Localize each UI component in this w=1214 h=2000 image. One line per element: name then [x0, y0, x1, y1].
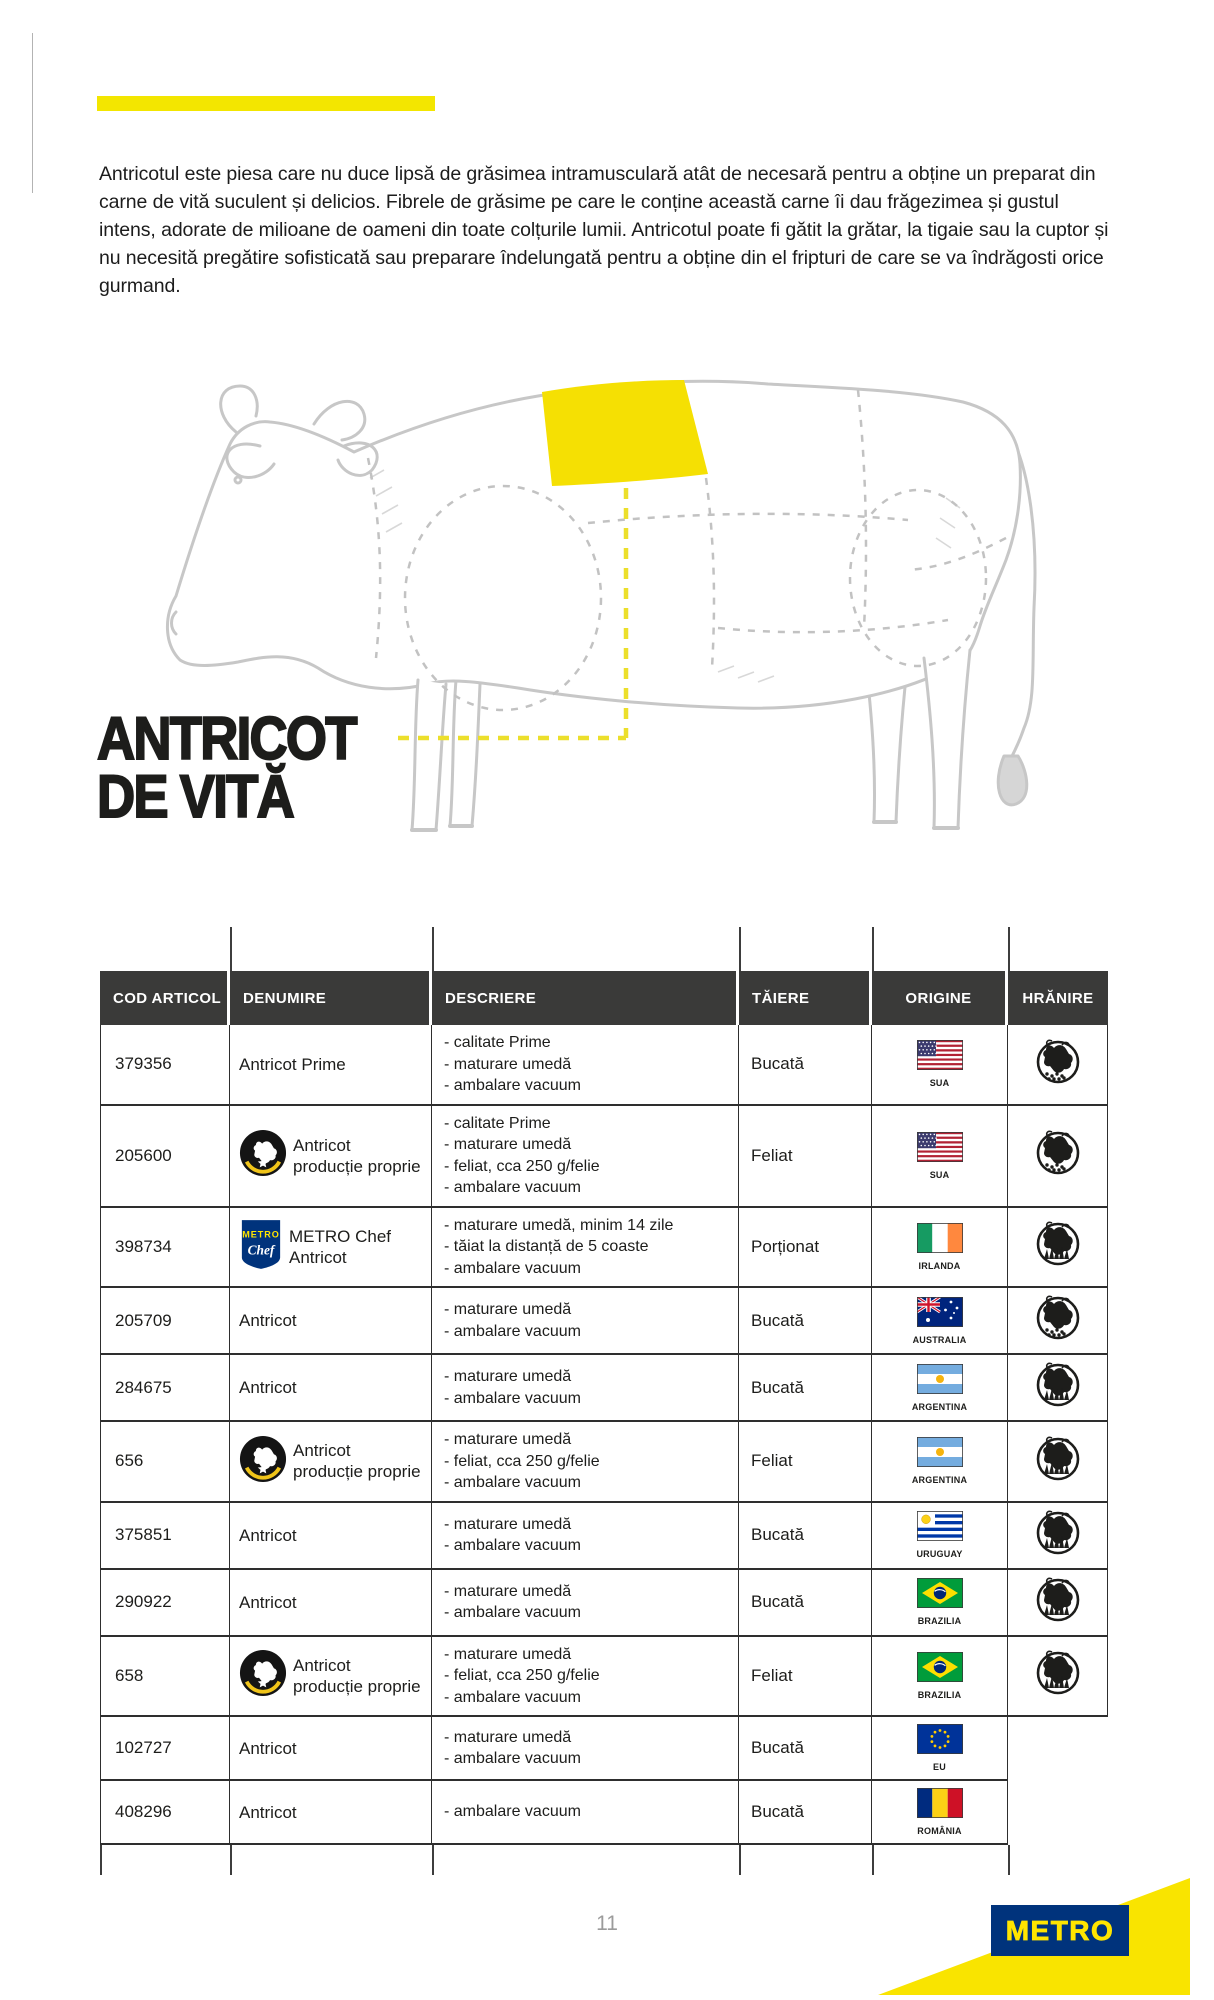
page-number: 11: [596, 1912, 618, 1935]
description-line: - tăiat la distanță de 5 coaste: [444, 1238, 649, 1255]
origin-label: EU: [933, 1762, 946, 1772]
column-stub-line: [100, 1845, 102, 1875]
cut-type-cell: Porționat: [739, 1208, 872, 1289]
cow-grass-fed-icon: [1035, 1650, 1081, 1701]
column-header-hrnire: HRĂNIRE: [1008, 971, 1108, 1025]
product-name-cell: [230, 1781, 432, 1845]
product-name-cell: [230, 1355, 432, 1422]
metro-chef-badge-icon: [239, 1217, 283, 1276]
description-cell: [432, 1106, 739, 1208]
cut-type-cell: Feliat: [739, 1422, 872, 1503]
table-row: [100, 1106, 1108, 1208]
column-stub-line: [739, 1845, 741, 1875]
own-production-badge-icon: [239, 1129, 287, 1182]
table-row: [100, 1637, 1108, 1718]
cow-grass-fed-icon: [1035, 1577, 1081, 1628]
description-line: - ambalare vacuum: [444, 1179, 581, 1196]
article-code-cell: 205600: [100, 1106, 230, 1208]
product-name-label: Antricot: [239, 1311, 297, 1330]
origin-label: BRAZILIA: [917, 1689, 962, 1700]
cut-type-cell: Bucată: [739, 1288, 872, 1355]
product-name-label: METRO Chef Antricot: [289, 1226, 392, 1267]
product-name-label: Antricot: [239, 1378, 297, 1397]
origin-label: AUSTRALIA: [912, 1334, 967, 1345]
top-accent-bar: [97, 96, 435, 111]
ie-flag-icon: [917, 1223, 963, 1258]
table-header-row: [100, 971, 1108, 1025]
origin-cell: [872, 1717, 1008, 1781]
column-tick-mark: [230, 927, 232, 971]
origin-label: ARGENTINA: [911, 1475, 968, 1486]
cow-grass-fed-icon: [1035, 1510, 1081, 1561]
feeding-cell: [1008, 1717, 1108, 1781]
ar-flag-icon: [917, 1364, 963, 1399]
origin-label: ARGENTINA: [911, 1401, 968, 1412]
description-line: - maturare umedă: [444, 1431, 572, 1448]
table-row: [100, 1288, 1108, 1355]
origin-label: ROMÂNIA: [917, 1826, 962, 1836]
table-row: [100, 1717, 1108, 1781]
description-line: - ambalare vacuum: [444, 1537, 581, 1554]
article-code-cell: 205709: [100, 1288, 230, 1355]
description-line: - ambalare vacuum: [444, 1259, 581, 1277]
description-line: - maturare umedă: [444, 1301, 572, 1318]
description-cell: [432, 1422, 739, 1503]
article-code-cell: 379356: [100, 1025, 230, 1106]
article-code-cell: 658: [100, 1637, 230, 1718]
product-name-label: Antricot producție proprie: [293, 1135, 421, 1176]
description-cell: [432, 1637, 739, 1718]
metro-logo-box: [991, 1905, 1129, 1956]
own-production-badge-icon: [239, 1649, 287, 1702]
own-production-badge-icon: [239, 1435, 287, 1488]
origin-cell: [872, 1781, 1008, 1845]
cow-grass-fed-icon: [1035, 1362, 1081, 1413]
feeding-cell: [1008, 1106, 1108, 1208]
cow-grass-fed-icon: [1035, 1436, 1081, 1487]
description-cell: [432, 1288, 739, 1355]
table-row: [100, 1503, 1108, 1570]
article-code-cell: 375851: [100, 1503, 230, 1570]
table-row: [100, 1422, 1108, 1503]
column-stub-line: [1008, 1845, 1010, 1875]
column-header-tiere: TĂIERE: [739, 971, 872, 1025]
description-line: - maturare umedă, minim 14 zile: [444, 1216, 674, 1234]
column-tick-mark: [739, 927, 741, 971]
feeding-cell: [1008, 1781, 1108, 1845]
table-row: [100, 1570, 1108, 1637]
description-cell: [432, 1570, 739, 1637]
article-code-cell: 284675: [100, 1355, 230, 1422]
origin-label: IRLANDA: [918, 1260, 961, 1271]
description-line: - maturare umedă: [444, 1582, 572, 1600]
product-name-label: Antricot: [239, 1738, 297, 1758]
description-line: - ambalare vacuum: [444, 1688, 581, 1706]
origin-cell: [872, 1637, 1008, 1718]
description-line: - maturare umedă: [444, 1368, 572, 1385]
us-flag-icon: [917, 1040, 963, 1075]
origin-label: SUA: [929, 1078, 950, 1089]
br-flag-icon: [917, 1652, 963, 1687]
svg-text:Chef: Chef: [247, 1242, 275, 1258]
product-name-cell: [230, 1208, 432, 1289]
origin-cell: [872, 1355, 1008, 1422]
table-row: [100, 1025, 1108, 1106]
feeding-cell: [1008, 1637, 1108, 1718]
br-flag-icon: [917, 1578, 963, 1613]
description-cell: [432, 1025, 739, 1106]
metro-logo-text: METRO: [1005, 1914, 1115, 1946]
metro-logo: [878, 1878, 1190, 1995]
ro-flag-icon: [917, 1788, 963, 1823]
us-flag-icon: [917, 1132, 963, 1167]
product-name-label: Antricot: [239, 1802, 297, 1822]
description-line: - feliat, cca 250 g/felie: [444, 1157, 600, 1175]
description-line: - ambalare vacuum: [444, 1604, 581, 1621]
feeding-cell: [1008, 1208, 1108, 1289]
feeding-cell: [1008, 1355, 1108, 1422]
origin-cell: [872, 1025, 1008, 1106]
column-tick-mark: [432, 927, 434, 971]
feeding-cell: [1008, 1503, 1108, 1570]
description-line: - ambalare vacuum: [444, 1803, 581, 1821]
description-line: - ambalare vacuum: [444, 1389, 581, 1407]
cut-type-cell: Feliat: [739, 1106, 872, 1208]
description-line: - ambalare vacuum: [444, 1750, 581, 1767]
description-line: - ambalare vacuum: [444, 1474, 581, 1491]
eu-flag-icon: [917, 1724, 963, 1759]
description-cell: [432, 1355, 739, 1422]
product-name-cell: [230, 1637, 432, 1718]
description-line: - calitate Prime: [444, 1114, 551, 1132]
product-name-cell: [230, 1503, 432, 1570]
product-name-cell: [230, 1106, 432, 1208]
ar-flag-icon: [917, 1437, 963, 1472]
article-code-cell: 408296: [100, 1781, 230, 1845]
cut-type-cell: Bucată: [739, 1781, 872, 1845]
cut-type-cell: Bucată: [739, 1570, 872, 1637]
table-row: [100, 1781, 1108, 1845]
cut-type-cell: Bucată: [739, 1717, 872, 1781]
product-name-label: Antricot: [239, 1525, 297, 1545]
table-row: [100, 1208, 1108, 1289]
origin-label: BRAZILIA: [917, 1616, 962, 1626]
product-name-label: Antricot producție proprie: [293, 1441, 421, 1482]
origin-cell: [872, 1288, 1008, 1355]
au-flag-icon: [917, 1297, 963, 1332]
product-name-cell: [230, 1717, 432, 1781]
description-line: - maturare umedă: [444, 1055, 572, 1073]
page-title-line1: ANTRICOT: [97, 705, 356, 772]
table-row: [100, 1355, 1108, 1422]
cow-grass-fed-icon: [1035, 1221, 1081, 1272]
origin-cell: [872, 1422, 1008, 1503]
description-cell: [432, 1503, 739, 1570]
cow-grain-fed-icon: [1035, 1295, 1081, 1346]
cut-type-cell: Bucată: [739, 1025, 872, 1106]
description-cell: [432, 1781, 739, 1845]
cow-grain-fed-icon: [1035, 1130, 1081, 1181]
cut-type-cell: Feliat: [739, 1637, 872, 1718]
entrecote-highlight: [542, 380, 708, 486]
article-code-cell: 102727: [100, 1717, 230, 1781]
description-line: - maturare umedă: [444, 1136, 572, 1153]
feeding-cell: [1008, 1570, 1108, 1637]
cow-grain-fed-icon: [1035, 1039, 1081, 1090]
page-title-line2: DE VITĂ: [97, 763, 293, 830]
description-line: - maturare umedă: [444, 1645, 572, 1663]
feeding-cell: [1008, 1288, 1108, 1355]
description-line: - ambalare vacuum: [444, 1077, 581, 1094]
description-line: - ambalare vacuum: [444, 1322, 581, 1340]
column-stub-line: [230, 1845, 232, 1875]
product-name-label: Antricot: [239, 1592, 297, 1612]
description-line: - feliat, cca 250 g/felie: [444, 1667, 600, 1684]
column-header-origine: ORIGINE: [872, 971, 1008, 1025]
origin-cell: [872, 1208, 1008, 1289]
description-line: - feliat, cca 250 g/felie: [444, 1452, 600, 1470]
feeding-cell: [1008, 1422, 1108, 1503]
product-name-label: Antricot Prime: [239, 1054, 346, 1074]
product-name-cell: [230, 1025, 432, 1106]
origin-cell: [872, 1570, 1008, 1637]
product-name-cell: [230, 1570, 432, 1637]
origin-label: URUGUAY: [916, 1549, 963, 1559]
product-name-cell: [230, 1288, 432, 1355]
product-name-label: Antricot producție proprie: [293, 1655, 421, 1696]
column-stub-line: [872, 1845, 874, 1875]
column-tick-mark: [872, 927, 874, 971]
description-cell: [432, 1717, 739, 1781]
description-line: - maturare umedă: [444, 1728, 572, 1746]
cut-type-cell: Bucată: [739, 1355, 872, 1422]
description-line: - calitate Prime: [444, 1034, 551, 1051]
svg-text:METRO: METRO: [242, 1229, 280, 1240]
column-stub-line: [432, 1845, 434, 1875]
left-crop-mark: [32, 33, 33, 193]
origin-label: SUA: [929, 1169, 950, 1180]
description-cell: [432, 1208, 739, 1289]
description-line: - maturare umedă: [444, 1515, 572, 1533]
uy-flag-icon: [917, 1511, 963, 1546]
column-header-codarticol: COD ARTICOL: [100, 971, 230, 1025]
column-tick-mark: [1008, 927, 1010, 971]
column-header-descriere: DESCRIERE: [432, 971, 739, 1025]
intro-paragraph: Antricotul este piesa care nu duce lipsă de grăsimea intramusculară atât de necesară pentru a obține un preparat din carne de vită suculent și delicios. Fibrele de grăsime pe care le conține această carne îi dau frăgezimea și gustul intens, adorate de milioane de oameni din toate colțurile lumii. Antricotul poate fi gătit la grătar, la tigaie sau la cuptor și nu necesită pregătire sofisticată sau preparare îndelungată pentru a obține din el fripturi de care se va îndrăgosti orice gurmand.: [99, 162, 1109, 297]
feeding-cell: [1008, 1025, 1108, 1106]
article-code-cell: 398734: [100, 1208, 230, 1289]
cut-type-cell: Bucată: [739, 1503, 872, 1570]
product-name-cell: [230, 1422, 432, 1503]
origin-cell: [872, 1503, 1008, 1570]
article-code-cell: 290922: [100, 1570, 230, 1637]
products-table: [100, 971, 1108, 1845]
column-header-denumire: DENUMIRE: [230, 971, 432, 1025]
origin-cell: [872, 1106, 1008, 1208]
page-title: [97, 705, 356, 830]
article-code-cell: 656: [100, 1422, 230, 1503]
